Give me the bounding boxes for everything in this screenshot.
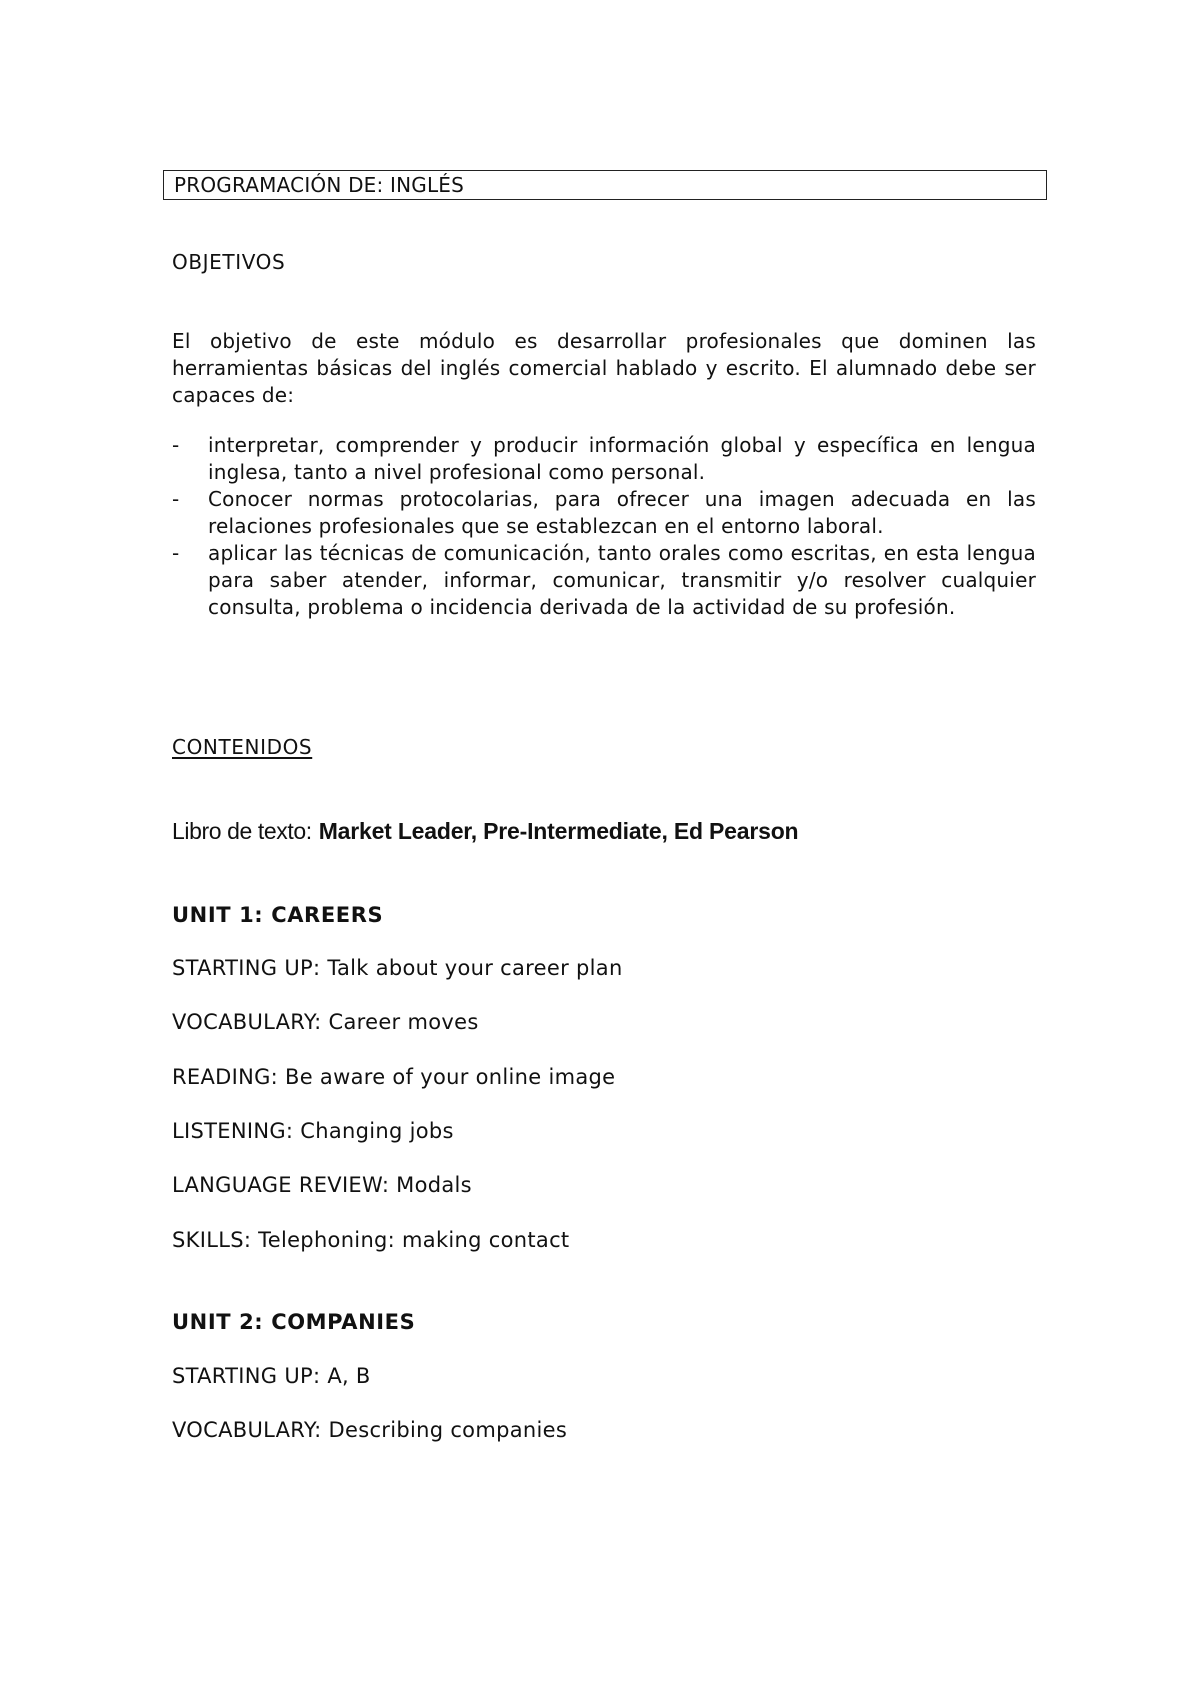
textbook-title: Market Leader, Pre-Intermediate, Ed Pearson	[318, 818, 799, 844]
unit1-item: STARTING UP: Talk about your career plan	[172, 956, 623, 980]
unit1-item: VOCABULARY: Career moves	[172, 1010, 479, 1034]
objetivos-list-item: - interpretar, comprender y producir información global y específica en lengua inglesa, tanto a nivel profesional como personal.	[172, 433, 1036, 484]
contenidos-heading: CONTENIDOS	[172, 735, 313, 759]
unit2-item: STARTING UP: A, B	[172, 1364, 371, 1388]
unit1-heading: UNIT 1: CAREERS	[172, 903, 384, 927]
objetivos-list-item: - aplicar las técnicas de comunicación, tanto orales como escritas, en esta lengua para saber atender, informar, comunicar, transmitir y/o resolver cualquier consulta, problema o incidencia derivada de la actividad de su profesión.	[172, 541, 1036, 619]
unit1-item: READING: Be aware of your online image	[172, 1065, 616, 1089]
bullet-dash: -	[172, 487, 180, 511]
document-title: PROGRAMACIÓN DE: INGLÉS	[174, 173, 465, 197]
objetivos-list	[172, 432, 1036, 621]
bullet-dash: -	[172, 433, 180, 457]
unit2-heading: UNIT 2: COMPANIES	[172, 1310, 416, 1334]
unit2-item: VOCABULARY: Describing companies	[172, 1418, 568, 1442]
unit1-item: SKILLS: Telephoning: making contact	[172, 1228, 570, 1252]
textbook-line	[172, 818, 798, 845]
unit1-item: LISTENING: Changing jobs	[172, 1119, 454, 1143]
objetivos-list-item: - Conocer normas protocolarias, para ofrecer una imagen adecuada en las relaciones profesionales que se establezcan en el entorno laboral.	[172, 487, 1036, 538]
objetivos-heading: OBJETIVOS	[172, 250, 286, 274]
bullet-dash: -	[172, 541, 180, 565]
document-title-box	[163, 170, 1047, 200]
objetivos-intro: El objetivo de este módulo es desarrollar profesionales que dominen las herramientas básicas del inglés comercial hablado y escrito. El alumnado debe ser capaces de:	[172, 329, 1036, 407]
unit1-item: LANGUAGE REVIEW: Modals	[172, 1173, 472, 1197]
textbook-label: Libro de texto:	[172, 818, 312, 844]
